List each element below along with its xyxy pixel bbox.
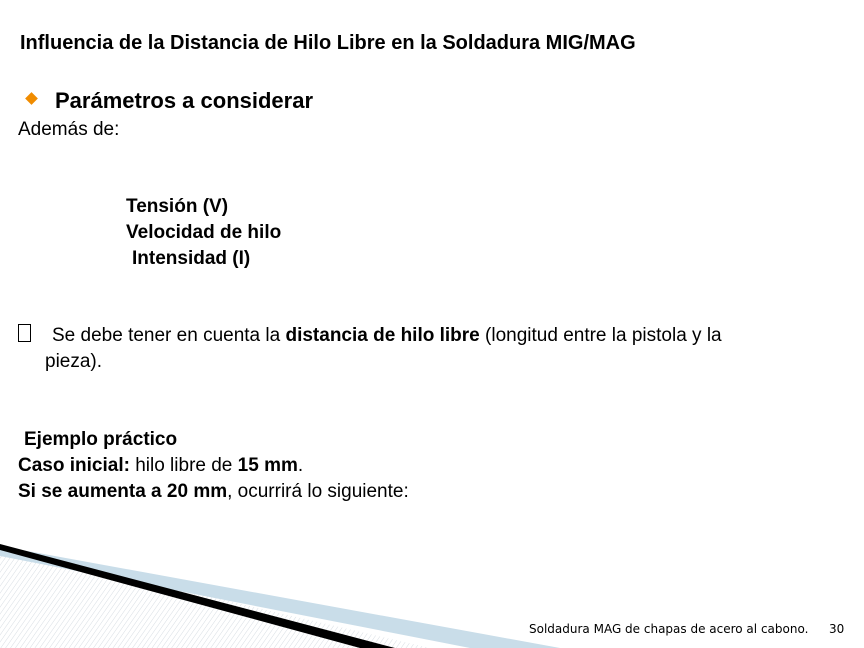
param-item: Velocidad de hilo <box>126 222 282 243</box>
page-number: 30 <box>829 622 845 636</box>
missing-glyph-bullet-icon <box>18 324 31 342</box>
case-label: Caso inicial: <box>18 455 130 476</box>
footer-text: Soldadura MAG de chapas de acero al cabono. <box>529 622 809 636</box>
case-end: . <box>297 455 304 476</box>
case-text: hilo libre de <box>129 455 238 476</box>
slide-subtitle: Parámetros a considerar <box>55 88 314 113</box>
intro-text: Además de: <box>18 119 120 140</box>
note-bold: distancia de hilo libre <box>285 325 480 346</box>
increase-text: , ocurrirá lo siguiente: <box>227 481 409 502</box>
example-heading: Ejemplo práctico <box>24 429 178 450</box>
note-text: Se debe tener en cuenta la <box>52 325 286 346</box>
slide-title: Influencia de la Distancia de Hilo Libre en la Soldadura MIG/MAG <box>20 32 636 54</box>
increase-label: Si se aumenta a 20 mm <box>18 481 228 502</box>
param-item: Intensidad (I) <box>132 248 251 269</box>
note-text-end: (longitud entre la pistola y la <box>479 325 722 346</box>
increase-line <box>18 481 409 503</box>
case-line <box>18 455 303 477</box>
note-line-2: pieza). <box>45 351 103 372</box>
note-line-1 <box>52 325 722 347</box>
case-value: 15 mm <box>237 455 298 476</box>
param-item: Tensión (V) <box>126 196 229 217</box>
